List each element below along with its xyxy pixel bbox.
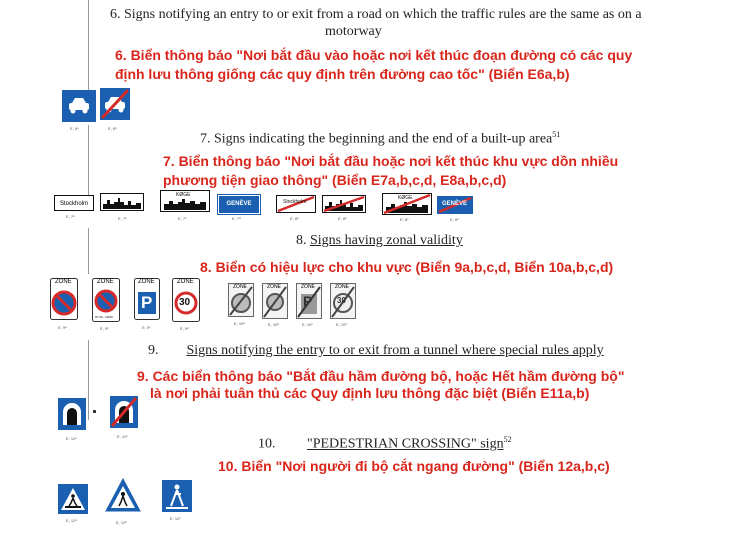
label-e9a: E, 9ᵃ xyxy=(58,325,67,330)
town-end-skyline-sign-e8b xyxy=(322,195,366,213)
label-e7a: E, 7ᵃ xyxy=(66,214,75,219)
label-e11b: E, 11ᵇ xyxy=(117,434,128,439)
label-e10c: E, 10ᶜ xyxy=(302,322,313,327)
town1-end-text: Stockholm xyxy=(283,199,307,205)
town-name-sign-e7a: Stockholm xyxy=(54,195,94,211)
zone-label-e9d: ZONE xyxy=(177,279,194,285)
town2-end-text: KØGE xyxy=(398,195,413,201)
section6-heading-line2: motorway xyxy=(325,24,382,39)
section9-vietnamese-line1: 9. Các biển thông báo "Bắt đầu hầm đường bộ, hoặc Hết hầm đường bộ" xyxy=(137,368,625,384)
label-e9d: E, 9ᵈ xyxy=(180,326,189,331)
parking-letter-e9c: P xyxy=(141,293,153,312)
town-skyline-sign-e7b xyxy=(100,193,144,211)
label-e6a: E, 6ᵃ xyxy=(70,126,79,131)
zone-label-e9b: ZONE xyxy=(97,279,114,285)
town-name-sign-e7d: GENÈVE xyxy=(218,195,260,214)
section9-vietnamese-line2: là nơi phải tuân thủ các Quy định lưu thông đặc biệt (Biển E11a,b) xyxy=(150,385,590,401)
zone-end-parking-letter-e10c: P xyxy=(303,293,313,309)
section8-vietnamese: 8. Biển có hiệu lực cho khu vực (Biển 9a,b,c,d, Biển 10a,b,c,d) xyxy=(200,259,614,275)
zone-end-label-e10a: ZONE xyxy=(233,284,247,290)
section6-vietnamese-line1: 6. Biển thông báo "Nơi bắt đầu vào hoặc nơi kết thúc đoạn đường có các quy xyxy=(115,47,633,63)
label-e7d: E, 7ᵈ xyxy=(232,216,241,221)
zone-end-label-e10b: ZONE xyxy=(267,284,281,290)
label-e12b: E, 12ᵇ xyxy=(116,520,127,525)
section6-vietnamese-line2: định lưu thông giống các quy định trên đường cao tốc" (Biển E6a,b) xyxy=(115,66,570,82)
label-e12a: E, 12ᵃ xyxy=(66,518,77,523)
zone-label-e9a: ZONE xyxy=(55,279,72,285)
town3-end-text: GENÈVE xyxy=(442,201,468,207)
label-e6b: E, 6ᵇ xyxy=(108,126,117,131)
speed-number-e9d: 30 xyxy=(179,297,191,308)
motorway-exit-sign-e6b xyxy=(100,88,130,120)
town2-name-text: KØGE xyxy=(176,192,191,198)
section7-vietnamese-line1: 7. Biển thông báo "Nơi bắt đầu hoặc nơi kết thúc khu vực dồn nhiều xyxy=(163,153,619,169)
zone-end-label-e10d: ZONE xyxy=(335,284,349,290)
label-e8a: E, 8ᵃ xyxy=(290,216,299,221)
label-e12c: E, 12ᶜ xyxy=(170,516,181,521)
label-e8d: E, 8ᵈ xyxy=(450,217,459,222)
separator-dot xyxy=(93,410,96,413)
label-e7c: E, 7ᶜ xyxy=(178,216,187,221)
tunnel-exit-sign-e11b xyxy=(110,396,138,428)
label-e9c: E, 9ᶜ xyxy=(142,325,151,330)
label-e8b: E, 8ᵇ xyxy=(338,216,347,221)
pedestrian-crossing-sign-e12b xyxy=(105,478,141,514)
zone-time-e9b: 07:30 - 18:00 xyxy=(95,315,113,319)
section7-vietnamese-line2: phương tiện giao thông" (Biển E7a,b,c,d, E8a,b,c,d) xyxy=(163,172,507,188)
label-e10d: E, 10ᵈ xyxy=(336,322,347,327)
label-e9b: E, 9ᵇ xyxy=(100,326,109,331)
section8-heading: 8. Signs having zonal validity xyxy=(296,233,463,248)
tunnel-entry-sign-e11a xyxy=(58,398,86,430)
pedestrian-crossing-sign-e12c xyxy=(162,480,192,512)
zone-label-e9c: ZONE xyxy=(138,279,155,285)
section7-heading: 7. Signs indicating the beginning and the end of a built-up area$^{51}$ xyxy=(200,130,561,147)
label-e8c: E, 8ᶜ xyxy=(400,217,409,222)
label-e11a: E, 11ᵃ xyxy=(66,436,77,441)
label-e10b: E, 10ᵇ xyxy=(268,322,279,327)
zone-end-speed-number-e10d: 30 xyxy=(337,296,346,305)
zone-end-label-e10c: ZONE xyxy=(301,284,315,290)
section10-vietnamese: 10. Biển "Nơi người đi bộ cắt ngang đường" (Biển 12a,b,c) xyxy=(218,458,610,474)
label-e10a: E, 10ᵃ xyxy=(234,321,245,326)
section10-heading: 10. "PEDESTRIAN CROSSING" sign$^{52}$ xyxy=(258,435,512,452)
section9-heading: 9. Signs notifying the entry to or exit from a tunnel where special rules apply xyxy=(148,343,604,358)
label-e7b: E, 7ᵇ xyxy=(118,216,127,221)
motorway-entry-sign-e6a xyxy=(62,90,96,122)
pedestrian-crossing-sign-e12a xyxy=(58,484,88,514)
section6-heading-line1: 6. Signs notifying an entry to or exit from a road on which the traffic rules are the same as on a xyxy=(110,7,642,22)
